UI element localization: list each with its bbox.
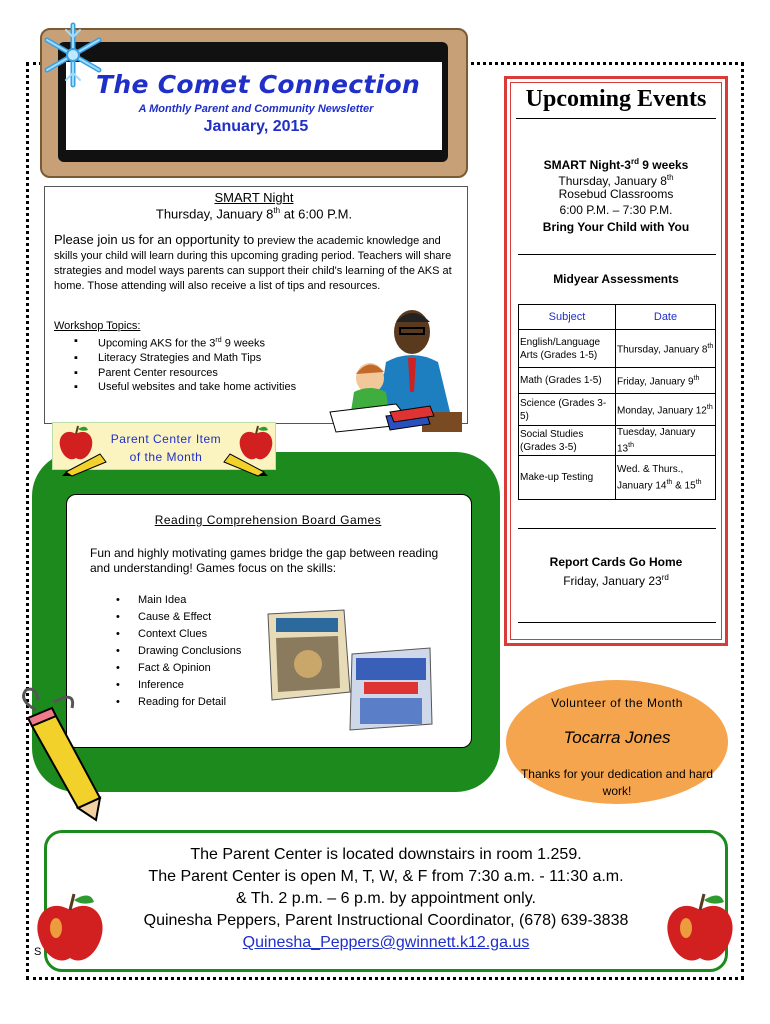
smart-event-place: Rosebud Classrooms: [558, 187, 674, 201]
board-game-box-icon: [346, 646, 436, 732]
table-header-row: [519, 305, 716, 330]
table-cell-subject: Social Studies (Grades 3-5): [519, 426, 616, 456]
table-row: [519, 456, 716, 500]
smart-event-title: SMART Night-3rd 9 weeks: [543, 157, 689, 172]
list-item: • Cause & Effect: [116, 609, 241, 626]
list-item: • Drawing Conclusions: [116, 643, 241, 660]
divider: [518, 528, 716, 529]
info-line-location: The Parent Center is located downstairs in room 1.259.: [190, 846, 582, 863]
smart-night-when: Thursday, January 8th at 6:00 P.M.: [155, 206, 353, 222]
list-item: ▪ Upcoming AKS for the 3rd 9 weeks: [76, 334, 296, 351]
events-title-rule: [516, 118, 716, 119]
divider: [518, 254, 716, 255]
table-cell-subject: English/Language Arts (Grades 1-5): [519, 330, 616, 368]
info-line-contact: Quinesha Peppers, Parent Instructional Coordinator, (678) 639-3838: [143, 912, 629, 929]
list-item: ▪ Parent Center resources: [76, 366, 296, 381]
divider: [518, 622, 716, 623]
table-cell-date: Monday, January 12th: [616, 394, 716, 426]
report-cards-title: Report Cards Go Home: [549, 555, 683, 569]
table-row: [519, 330, 716, 368]
list-item: • Main Idea: [116, 592, 241, 609]
midyear-table: [518, 304, 716, 500]
list-item: • Fact & Opinion: [116, 660, 241, 677]
events-title: Upcoming Events: [525, 86, 707, 112]
smart-event-bring: Bring Your Child with You: [542, 220, 690, 234]
smart-night-body: Please join us for an opportunity to preview the academic knowledge and skills your child will learn during this upcoming grading period. Teachers will share strategies and model ways parents can support their child's learning of the AKS at home. Those attending will also receive a list of tips and resources.: [54, 232, 452, 292]
newsletter-title: The Comet Connection: [96, 70, 421, 99]
table-cell-date: Thursday, January 8th: [616, 330, 716, 368]
info-line-hours: The Parent Center is open M, T, W, & F from 7:30 a.m. - 11:30 a.m.: [148, 868, 624, 885]
teacher-student-clipart: [326, 292, 466, 436]
table-row: [519, 394, 716, 426]
table-cell-date: Friday, January 9th: [616, 368, 716, 394]
reading-games-body: Fun and highly motivating games bridge the gap between reading and understanding! Games focus on the skills:: [90, 546, 439, 575]
smart-night-title: SMART Night: [214, 190, 294, 205]
table-row: [519, 426, 716, 456]
report-cards-date: Friday, January 23rd: [563, 573, 669, 588]
pencil-icon: [16, 690, 110, 820]
volunteer-title: Volunteer of the Month: [551, 696, 683, 710]
apple-icon: [34, 890, 106, 966]
list-item: ▪ Useful websites and take home activities: [76, 380, 296, 395]
contact-email-row: [60, 932, 712, 954]
skills-list: [116, 592, 241, 711]
list-item: • Inference: [116, 677, 241, 694]
table-header: Date: [616, 305, 716, 330]
list-item: • Reading for Detail: [116, 694, 241, 711]
info-line-thursday: & Th. 2 p.m. – 6 p.m. by appointment only.: [235, 890, 536, 907]
volunteer-thanks: Thanks for your dedication and hard work!: [520, 767, 714, 798]
workshop-heading: Workshop Topics:: [54, 320, 141, 332]
newsletter-date: January, 2015: [203, 118, 309, 135]
smart-event-time: 6:00 P.M. – 7:30 P.M.: [559, 203, 673, 217]
parent-center-item-title: Parent Center Item of the Month: [110, 432, 222, 464]
newsletter-subtitle: A Monthly Parent and Community Newsletter: [138, 103, 374, 115]
table-row: [519, 368, 716, 394]
stray-letter: S: [34, 946, 42, 958]
smart-event-day: Thursday, January 8th: [558, 173, 674, 188]
apple-icon: [664, 890, 736, 966]
volunteer-name: Tocarra Jones: [563, 728, 671, 747]
table-cell-subject: Make-up Testing: [519, 456, 616, 500]
reading-games-title: Reading Comprehension Board Games: [154, 513, 382, 527]
midyear-title: Midyear Assessments: [553, 272, 679, 286]
contact-email-link[interactable]: Quinesha_Peppers@gwinnett.k12.ga.us: [242, 934, 530, 951]
board-game-box-icon: [264, 608, 354, 702]
table-cell-date: Wed. & Thurs., January 14th & 15th: [616, 456, 716, 500]
table-cell-subject: Science (Grades 3-5): [519, 394, 616, 426]
list-item: ▪ Literacy Strategies and Math Tips: [76, 351, 296, 366]
table-header: Subject: [519, 305, 616, 330]
table-cell-subject: Math (Grades 1-5): [519, 368, 616, 394]
workshop-topics: [76, 334, 296, 395]
table-cell-date: Tuesday, January 13th: [616, 426, 716, 456]
list-item: • Context Clues: [116, 626, 241, 643]
